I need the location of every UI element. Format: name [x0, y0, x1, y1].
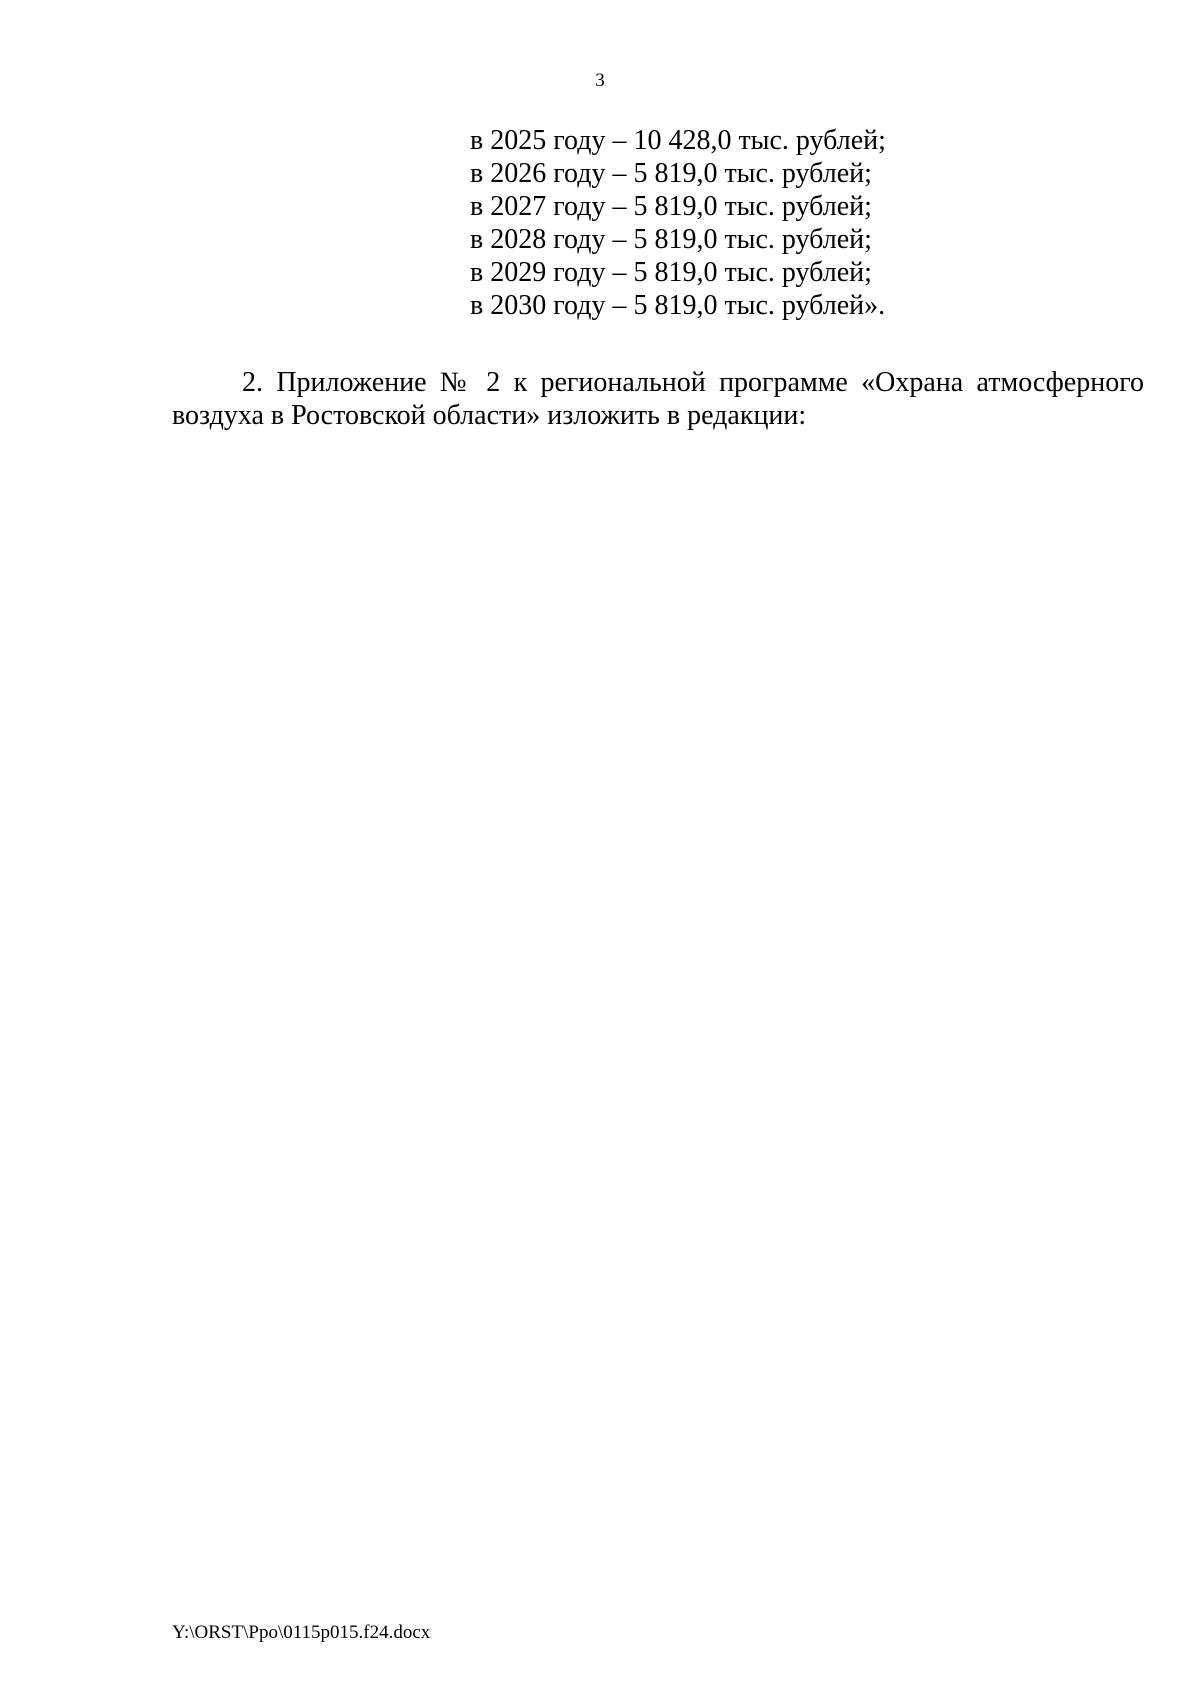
- funding-line-2027: в 2027 году – 5 819,0 тыс. рублей;: [470, 191, 872, 222]
- paragraph-item-2: 2. Приложение № 2 к региональной программе «Охрана атмосферного воздуха в Ростовской области» изложить в редакции:: [172, 367, 1144, 431]
- funding-line-2028: в 2028 году – 5 819,0 тыс. рублей;: [470, 224, 872, 255]
- footer-file-path: Y:\ORST\Ppo\0115p015.f24.docx: [172, 1622, 431, 1643]
- funding-line-2030: в 2030 году – 5 819,0 тыс. рублей».: [470, 290, 886, 321]
- page-number: 3: [595, 70, 605, 91]
- funding-line-2029: в 2029 году – 5 819,0 тыс. рублей;: [470, 257, 872, 288]
- funding-by-year-list: [470, 124, 886, 322]
- funding-line-2025: в 2025 году – 10 428,0 тыс. рублей;: [470, 125, 886, 156]
- funding-line-2026: в 2026 году – 5 819,0 тыс. рублей;: [470, 158, 872, 189]
